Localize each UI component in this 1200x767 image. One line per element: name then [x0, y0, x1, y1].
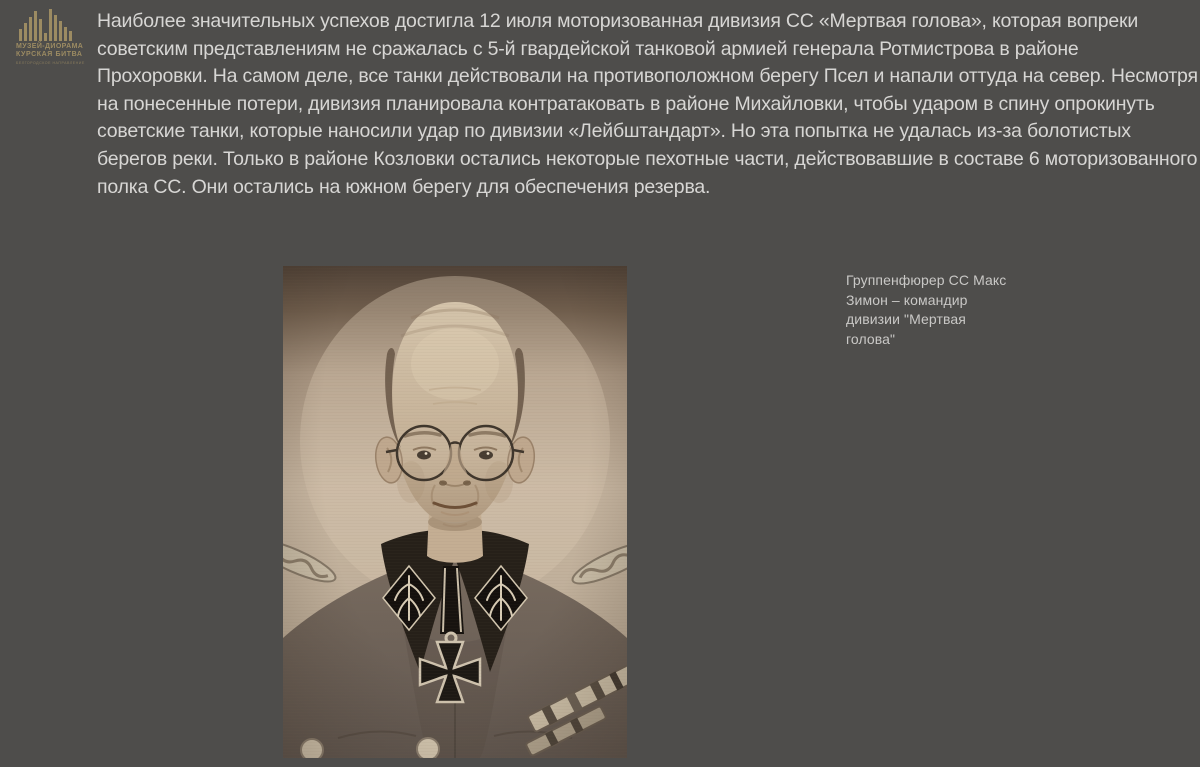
logo-title-line2: КУРСКАЯ БИТВА — [16, 51, 83, 58]
paragraph-line: Наиболее значительных успехов достигла 12 июля моторизованная дивизия СС «Мертвая голова», которая вопреки — [97, 10, 1139, 32]
portrait-illustration — [283, 266, 627, 758]
caption-line: дивизии "Мертвая — [846, 311, 966, 328]
caption-line: Зимон – командир — [846, 291, 968, 308]
logo-title-line1: МУЗЕЙ-ДИОРАМА — [16, 43, 84, 50]
diorama-bars-icon — [19, 9, 75, 41]
logo-subtitle: БЕЛГОРОДСКОЕ НАПРАВЛЕНИЕ — [16, 61, 85, 65]
article-paragraph — [97, 8, 1198, 201]
paragraph-line: берегов реки. Только в районе Козловки остались некоторые пехотные части, действовавшие в составе 6 моторизованного — [97, 147, 1198, 170]
portrait-photo — [283, 266, 627, 758]
paragraph-line: советские танки, которые наносили удар по дивизии «Лейбштандарт». Но эта попытка не удалась из-за болотистых — [97, 120, 1131, 143]
caption-line: Группенфюрер СС Макс — [846, 272, 1007, 288]
paragraph-line: на понесенные потери, дивизия планировала контратаковать в районе Михайловки, чтобы ударом в спину опрокинуть — [97, 92, 1155, 115]
caption-line: голова" — [846, 331, 896, 348]
paragraph-line: Прохоровки. На самом деле, все танки действовали на противоположном берегу Псел и напали оттуда на север. Несмотря — [97, 65, 1198, 88]
paragraph-line: советским представлениям не сражалась с 5-й гвардейской танковой армией генерала Ротмистрова в районе — [97, 37, 1079, 60]
museum-logo[interactable] — [16, 9, 85, 66]
paragraph-line: полка СС. Они остались на южном берегу для обеспечения резерва. — [97, 175, 711, 198]
photo-caption — [846, 271, 1026, 350]
